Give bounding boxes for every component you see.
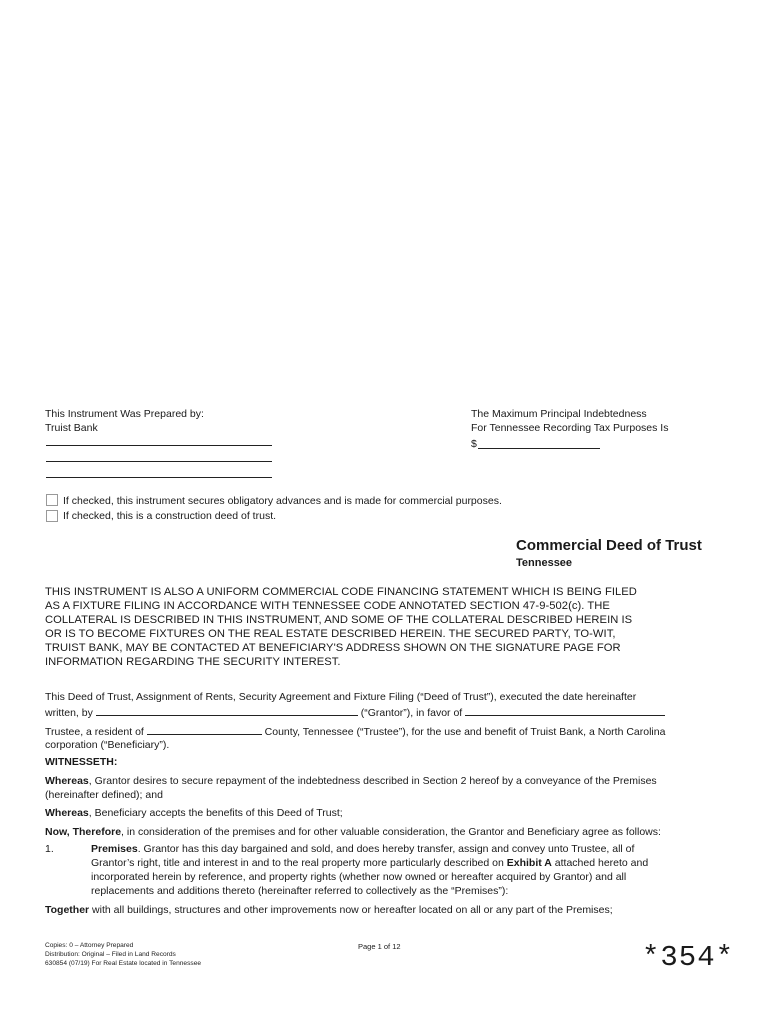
witnesseth-heading: WITNESSETH: xyxy=(45,756,118,768)
obligatory-advances-label: If checked, this instrument secures obligatory advances and is made for commercial purposes. xyxy=(63,495,502,507)
ucc-notice-line: TRUIST BANK, MAY BE CONTACTED AT BENEFICIARY'S ADDRESS SHOWN ON THE SIGNATURE PAGE FOR xyxy=(45,642,621,654)
preparer-name: Truist Bank xyxy=(45,422,98,434)
intro-county-tennessee: County, Tennessee (“Trustee”), for the use and benefit of Truist Bank, a North Carolina xyxy=(264,726,666,738)
footer-distribution: Distribution: Original – Filed in Land Records xyxy=(45,951,176,958)
intro-line-4: corporation (“Beneficiary”). xyxy=(45,739,170,751)
construction-deed-label: If checked, this is a construction deed of trust. xyxy=(63,510,277,522)
intro-line-2 xyxy=(45,705,665,721)
intro-trustee-resident: Trustee, a resident of xyxy=(45,726,144,738)
preparer-address-line-3[interactable] xyxy=(46,477,272,478)
section-1-line-2a: Grantor’s right, title and interest in and to the real property more particularly described on xyxy=(91,857,504,869)
document-state: Tennessee xyxy=(516,557,573,569)
section-1-line-2b: attached hereto and xyxy=(554,857,649,869)
document-title: Commercial Deed of Trust xyxy=(516,537,702,554)
preparer-address-line-2[interactable] xyxy=(46,461,272,462)
preparer-address-line-1[interactable] xyxy=(46,445,272,446)
page-number: Page 1 of 12 xyxy=(358,942,401,951)
trustee-name-field[interactable] xyxy=(465,705,665,716)
ucc-notice-line: COLLATERAL IS DESCRIBED IN THIS INSTRUMENT, AND SOME OF THE COLLATERAL DESCRIBED HEREIN IS xyxy=(45,614,633,626)
together-clause xyxy=(45,903,613,918)
ucc-notice-line: AS A FIXTURE FILING IN ACCORDANCE WITH TENNESSEE CODE ANNOTATED SECTION 47-9-502(c). THE xyxy=(45,600,610,612)
whereas-1-line-2: (hereinafter defined); and xyxy=(45,789,163,801)
now-therefore xyxy=(45,825,661,840)
together-bold: Together xyxy=(45,904,90,916)
together-text: with all buildings, structures and other improvements now or hereafter located on all or any part of the Premises; xyxy=(89,904,613,916)
ucc-notice-line: THIS INSTRUMENT IS ALSO A UNIFORM COMMERCIAL CODE FINANCING STATEMENT WHICH IS BEING FILED xyxy=(45,586,637,598)
exhibit-a-reference: Exhibit A xyxy=(506,857,552,869)
max-principal-label-1: The Maximum Principal Indebtedness xyxy=(471,408,647,420)
section-1-number: 1. xyxy=(45,843,54,855)
whereas-2 xyxy=(45,806,343,821)
barcode-label: *354* xyxy=(642,941,735,974)
whereas-1-bold: Whereas xyxy=(45,775,89,787)
section-1-line-3: incorporated herein by reference, and property rights (whether now owned or hereafter acquired by Grantor) and all xyxy=(91,871,627,883)
now-therefore-bold: Now, Therefore xyxy=(45,826,122,838)
footer-form-number: 630854 (07/19) For Real Estate located in Tennessee xyxy=(45,960,202,967)
max-principal-amount-field[interactable] xyxy=(478,448,600,449)
now-therefore-text: , in consideration of the premises and for other valuable consideration, the Grantor and Beneficiary agree as follows: xyxy=(121,826,661,838)
section-1-heading: Premises xyxy=(91,843,138,855)
whereas-1-text: , Grantor desires to secure repayment of the indebtedness described in Section 2 hereof by a conveyance of the Premises xyxy=(88,775,657,787)
intro-grantor-in-favor: (“Grantor”), in favor of xyxy=(360,707,463,719)
construction-deed-checkbox[interactable] xyxy=(46,510,58,522)
section-1-line-4: replacements and additions thereto (hereinafter referred to collectively as the “Premises”): xyxy=(91,885,509,897)
trustee-county-field[interactable] xyxy=(147,724,262,735)
prepared-by-label: This Instrument Was Prepared by: xyxy=(45,408,204,420)
ucc-notice-line: OR IS TO BECOME FIXTURES ON THE REAL ESTATE DESCRIBED HEREIN. THE SECURED PARTY, TO-WIT, xyxy=(45,628,616,640)
section-1-line-2 xyxy=(91,856,648,871)
section-1-line-1 xyxy=(91,842,634,857)
ucc-notice-line: INFORMATION REGARDING THE SECURITY INTEREST. xyxy=(45,656,341,668)
grantor-name-field[interactable] xyxy=(96,705,358,716)
whereas-2-bold: Whereas xyxy=(45,807,89,819)
max-principal-label-2: For Tennessee Recording Tax Purposes Is xyxy=(471,422,669,434)
section-1-text: . Grantor has this day bargained and sold, and does hereby transfer, assign and convey unto Trustee, all of xyxy=(137,843,635,855)
intro-written-by: written, by xyxy=(45,707,93,719)
whereas-1-line-1 xyxy=(45,774,657,789)
intro-line-1: This Deed of Trust, Assignment of Rents, Security Agreement and Fixture Filing (“Deed of Trust”), executed the date hereinafter xyxy=(45,691,637,703)
footer-copies: Copies: 0 – Attorney Prepared xyxy=(45,942,134,949)
dollar-sign: $ xyxy=(471,438,477,450)
obligatory-advances-checkbox[interactable] xyxy=(46,494,58,506)
whereas-2-text: , Beneficiary accepts the benefits of this Deed of Trust; xyxy=(88,807,343,819)
